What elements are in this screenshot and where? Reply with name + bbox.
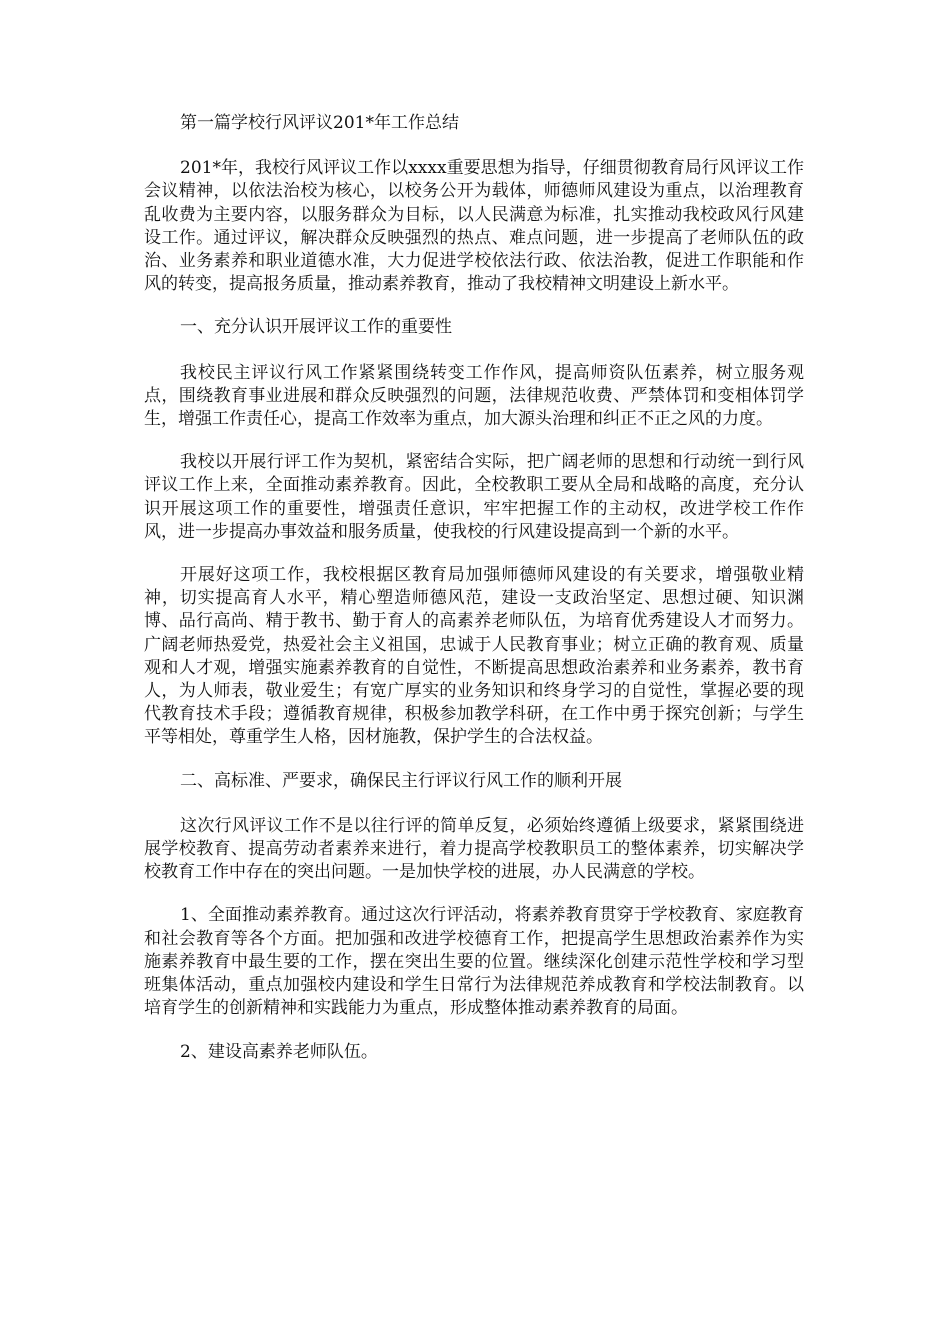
paragraph: 我校以开展行评工作为契机，紧密结合实际，把广阔老师的思想和行动统一到行风评议工作上来，全面推动素养教育。因此，全校教职工要从全局和战略的高度，充分认识开展这项工作的重要性，增强责任意识，牢牢把握工作的主动权，改进学校工作作风，进一步提高办事效益和服务质量，使我校的行风建设提高到一个新的水平。 [144, 452, 804, 542]
paragraph: 1、全面推动素养教育。通过这次行评活动，将素养教育贯穿于学校教育、家庭教育和社会教育等各个方面。把加强和改进学校德育工作，把提高学生思想政治素养作为实施素养教育中最生要的工作，摆在突出生要的位置。继续深化创建示范性学校和学习型班集体活动，重点加强校内建设和学生日常行为法律规范养成教育和学校法制教育。以培育学生的创新精神和实践能力为重点，形成整体推动素养教育的局面。 [144, 905, 804, 1019]
document-body [144, 112, 804, 1084]
section-heading-1: 一、充分认识开展评议工作的重要性 [180, 317, 452, 338]
paragraph: 这次行风评议工作不是以往行评的简单反复，必须始终遵循上级要求，紧紧围绕进展学校教育、提高劳动者素养来进行，着力提高学校教职员工的整体素养，切实解决学校教育工作中存在的突出问题。一是加快学校的进展，办人民满意的学校。 [144, 815, 804, 883]
subsection-heading: 2、建设高素养老师队伍。 [180, 1041, 378, 1062]
paragraph-intro: 201*年，我校行风评议工作以xxxx重要思想为指导，仔细贯彻教育局行风评议工作会议精神，以依法治校为核心，以校务公开为载体，师德师风建设为重点，以治理教育乱收费为主要内容，以服务群众为目标，以人民满意为标准，扎实推动我校政风行风建设工作。通过评议，解决群众反映强烈的热点、难点问题，进一步提高了老师队伍的政治、业务素养和职业道德水准，大力促进学校依法行政、依法治教，促进工作职能和作风的转变，提高报务质量，推动素养教育，推动了我校精神文明建设上新水平。 [144, 158, 804, 295]
paragraph: 我校民主评议行风工作紧紧围绕转变工作作风，提高师资队伍素养，树立服务观点，围绕教育事业进展和群众反映强烈的问题，法律规范收费、严禁体罚和变相体罚学生，增强工作责任心，提高工作效率为重点，加大源头治理和纠正不正之风的力度。 [144, 362, 804, 430]
paragraph: 开展好这项工作，我校根据区教育局加强师德师风建设的有关要求，增强敬业精神，切实提高育人水平，精心塑造师德风范，建设一支政治坚定、思想过硬、知识渊博、品行高尚、精于教书、勤于育人的高素养老师队伍，为培育优秀建设人才而努力。广阔老师热爱党，热爱社会主义祖国，忠诚于人民教育事业；树立正确的教育观、质量观和人才观，增强实施素养教育的自觉性，不断提高思想政治素养和业务素养，教书育人，为人师表，敬业爱生；有宽广厚实的业务知识和终身学习的自觉性，掌握必要的现代教育技术手段；遵循教育规律，积极参加教学科研，在工作中勇于探究创新；与学生平等相处，尊重学生人格，因材施教，保护学生的合法权益。 [144, 565, 804, 748]
document-title: 第一篇学校行风评议201*年工作总结 [180, 113, 459, 133]
section-heading-2: 二、高标准、严要求，确保民主行评议行风工作的顺利开展 [180, 770, 622, 791]
